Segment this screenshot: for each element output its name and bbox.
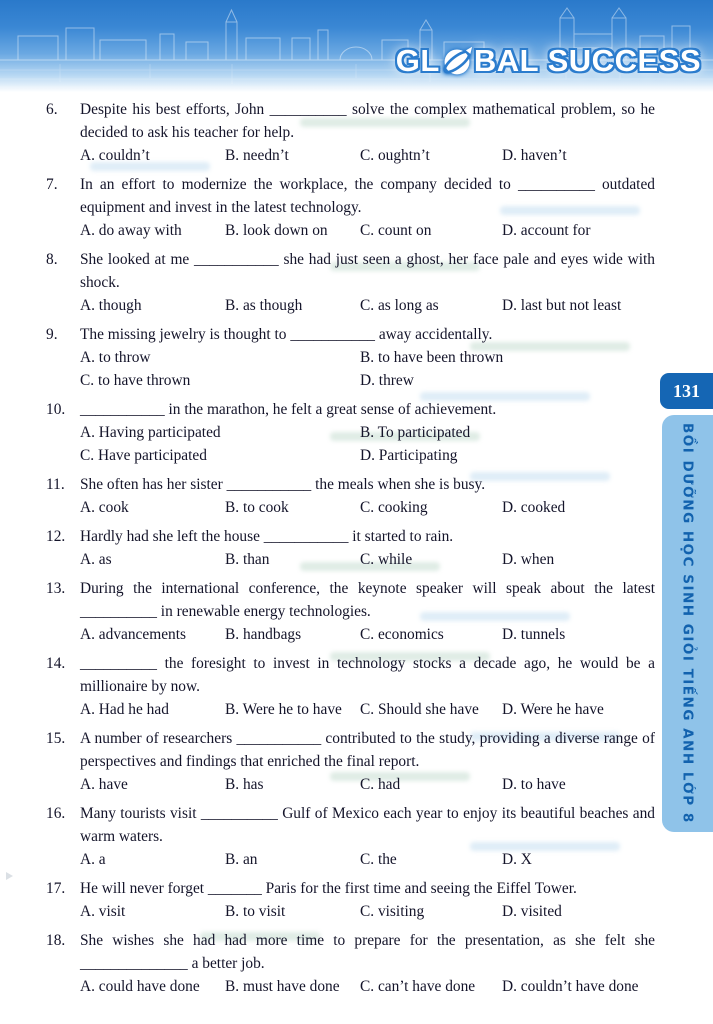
- question-16: [46, 802, 655, 871]
- question-10: [46, 398, 655, 467]
- question-options: [80, 900, 655, 923]
- question-text: Despite his best efforts, John __________ solve the complex mathematical problem, so he decided to ask his teacher for help.: [80, 101, 655, 141]
- question-number: 15.: [46, 730, 66, 747]
- question-number: 9.: [46, 326, 58, 343]
- question-number: 7.: [46, 176, 58, 193]
- side-tab-label: BỒI DƯỠNG HỌC SINH GIỎI TIẾNG ANH LỚP 8: [679, 423, 696, 824]
- option-c: C. can’t have done: [360, 978, 476, 995]
- question-options: [80, 623, 655, 646]
- question-9: [46, 323, 655, 392]
- option-a: A. advancements: [80, 626, 186, 643]
- exercise-question-list: [0, 97, 713, 1004]
- option-c: C. Should she have: [360, 701, 479, 718]
- option-a: A. a: [80, 851, 106, 868]
- question-text: She often has her sister ___________ the meals when she is busy.: [80, 476, 486, 493]
- option-a: A. Had he had: [80, 701, 169, 718]
- question-options: [80, 421, 655, 467]
- question-14: [46, 652, 655, 721]
- option-b: B. To participated: [360, 424, 471, 441]
- logo-text-right: BAL SUCCESS: [473, 43, 701, 78]
- question-7: [46, 173, 655, 242]
- question-text: The missing jewelry is thought to ___________ away accidentally.: [80, 326, 493, 343]
- option-c: C. as long as: [360, 297, 439, 314]
- question-18: [46, 929, 655, 998]
- option-a: A. have: [80, 776, 128, 793]
- option-d: D. X: [502, 851, 532, 868]
- question-8: [46, 248, 655, 317]
- option-b: B. has: [225, 776, 264, 793]
- option-b: B. than: [225, 551, 270, 568]
- option-c: C. the: [360, 851, 397, 868]
- question-6: [46, 98, 655, 167]
- option-a: A. do away with: [80, 222, 182, 239]
- option-a: A. though: [80, 297, 142, 314]
- question-options: [80, 698, 655, 721]
- question-text: She wishes she had had more time to prepare for the presentation, as she felt she ______________ a better job.: [80, 932, 655, 972]
- option-c: C. oughtn’t: [360, 147, 430, 164]
- globe-icon: [441, 45, 473, 77]
- option-a: A. could have done: [80, 978, 200, 995]
- option-a: A. visit: [80, 903, 126, 920]
- question-17: [46, 877, 655, 923]
- option-d: D. to have: [502, 776, 566, 793]
- question-text: Many tourists visit __________ Gulf of Mexico each year to enjoy its beautiful beaches and warm waters.: [80, 805, 655, 845]
- question-15: [46, 727, 655, 796]
- question-12: [46, 525, 655, 571]
- logo-text-left: GL: [395, 43, 440, 78]
- question-number: 18.: [46, 932, 66, 949]
- question-text: She looked at me ___________ she had just seen a ghost, her face pale and eyes wide with shock.: [80, 251, 655, 291]
- option-b: B. an: [225, 851, 258, 868]
- option-b: B. as though: [225, 297, 303, 314]
- option-d: D. account for: [502, 222, 591, 239]
- question-text: He will never forget _______ Paris for the first time and seeing the Eiffel Tower.: [80, 880, 577, 897]
- question-number: 11.: [46, 476, 65, 493]
- option-b: B. must have done: [225, 978, 340, 995]
- question-text: In an effort to modernize the workplace, the company decided to __________ outdated equipment and invest in the latest technology.: [80, 176, 655, 216]
- option-b: B. to visit: [225, 903, 286, 920]
- option-b: B. Were he to have: [225, 701, 342, 718]
- question-options: [80, 496, 655, 519]
- option-b: B. to cook: [225, 499, 289, 516]
- option-c: C. count on: [360, 222, 432, 239]
- question-text: Hardly had she left the house ___________ it started to rain.: [80, 528, 454, 545]
- option-b: B. handbags: [225, 626, 302, 643]
- option-a: A. couldn’t: [80, 147, 150, 164]
- option-a: A. as: [80, 551, 112, 568]
- question-options: [80, 548, 655, 571]
- option-d: D. visited: [502, 903, 562, 920]
- option-c: C. cooking: [360, 499, 428, 516]
- question-options: [80, 144, 655, 167]
- option-c: C. visiting: [360, 903, 425, 920]
- option-c: C. to have thrown: [80, 372, 191, 389]
- option-d: D. couldn’t have done: [502, 978, 639, 995]
- page-number: 131: [673, 380, 700, 401]
- option-d: D. Were he have: [502, 701, 604, 718]
- question-number: 17.: [46, 880, 66, 897]
- question-options: [80, 294, 655, 317]
- option-b: B. to have been thrown: [360, 349, 504, 366]
- option-d: D. when: [502, 551, 555, 568]
- option-d: D. threw: [360, 372, 414, 389]
- question-number: 14.: [46, 655, 66, 672]
- option-d: D. haven’t: [502, 147, 567, 164]
- option-b: B. look down on: [225, 222, 328, 239]
- option-d: D. Participating: [360, 447, 458, 464]
- question-options: [80, 219, 655, 242]
- question-text: A number of researchers ___________ contributed to the study, providing a diverse range of perspectives and findings that enriched the final report.: [80, 730, 655, 770]
- option-a: A. cook: [80, 499, 129, 516]
- option-c: C. Have participated: [80, 447, 207, 464]
- option-a: A. to throw: [80, 349, 151, 366]
- option-d: D. cooked: [502, 499, 566, 516]
- question-text: ___________ in the marathon, he felt a great sense of achievement.: [80, 401, 497, 418]
- question-number: 6.: [46, 101, 58, 118]
- option-b: B. needn’t: [225, 147, 289, 164]
- question-options: [80, 848, 655, 871]
- option-c: C. economics: [360, 626, 444, 643]
- question-11: [46, 473, 655, 519]
- question-number: 8.: [46, 251, 58, 268]
- global-success-logo: [396, 40, 701, 82]
- question-options: [80, 975, 655, 998]
- question-number: 16.: [46, 805, 66, 822]
- option-a: A. Having participated: [80, 424, 221, 441]
- question-number: 13.: [46, 580, 66, 597]
- question-13: [46, 577, 655, 646]
- option-c: C. while: [360, 551, 413, 568]
- question-options: [80, 346, 655, 392]
- option-c: C. had: [360, 776, 401, 793]
- question-text: __________ the foresight to invest in technology stocks a decade ago, he would be a millionaire by now.: [80, 655, 655, 695]
- option-d: D. last but not least: [502, 297, 622, 314]
- page-header-banner: [0, 0, 713, 97]
- question-text: During the international conference, the keynote speaker will speak about the latest __________ in renewable energy technologies.: [80, 580, 655, 620]
- option-d: D. tunnels: [502, 626, 566, 643]
- question-options: [80, 773, 655, 796]
- question-number: 10.: [46, 401, 66, 418]
- question-number: 12.: [46, 528, 66, 545]
